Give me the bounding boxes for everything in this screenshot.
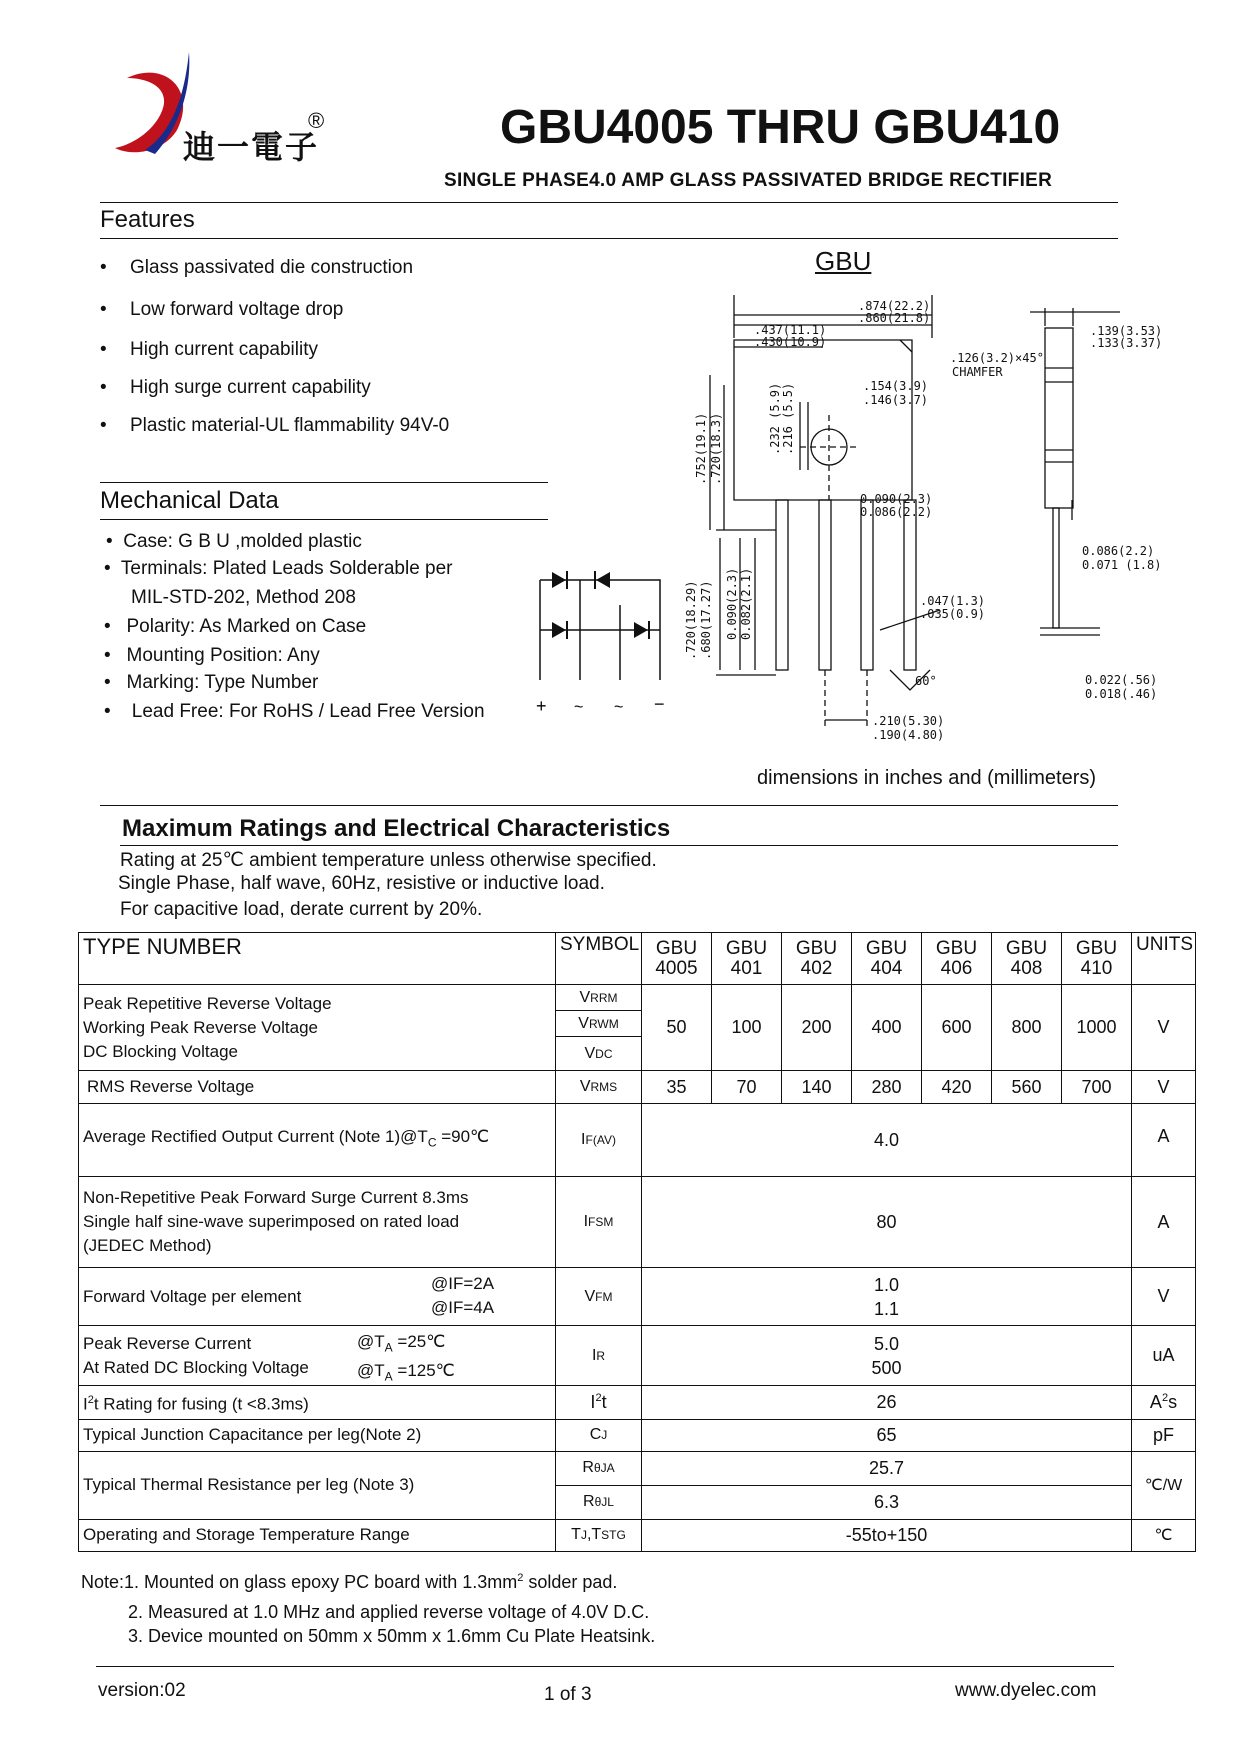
- dim-text: CHAMFER: [952, 365, 1003, 379]
- dim-text: 0.090(2.3): [860, 492, 933, 506]
- header-model: GBU 410: [1062, 933, 1132, 985]
- dim-text: .047(1.3): [920, 594, 986, 608]
- lead: [861, 500, 873, 670]
- symbol-cell: VRMS: [556, 1071, 642, 1104]
- dim-text: 0.071 (1.8): [1082, 558, 1162, 572]
- package-label: GBU: [815, 246, 872, 276]
- rating-condition: Rating at 25℃ ambient temperature unless otherwise specified.: [120, 850, 657, 871]
- dim-text: .752(19.1): [694, 412, 708, 485]
- dim-text: .154(3.9): [863, 379, 929, 393]
- symbol-cell: $I^2t$: [556, 1386, 642, 1420]
- value-cell: 200: [782, 985, 852, 1071]
- features-heading: Features: [100, 206, 195, 233]
- dim-text: .437(11.1): [754, 323, 827, 337]
- dim-text: .680(17.27): [699, 580, 713, 660]
- dim-text: .035(0.9): [920, 607, 986, 621]
- diode-icon: [596, 572, 610, 588]
- symbol-cell: RθJA: [556, 1451, 642, 1485]
- title-divider: [100, 202, 1118, 203]
- dim-text: .860(21.8): [858, 311, 931, 325]
- footer-page-number: 1 of 3: [544, 1684, 592, 1705]
- page-subtitle: SINGLE PHASE4.0 AMP GLASS PASSIVATED BRIDGE RECTIFIER: [444, 170, 1053, 191]
- rating-condition: Single Phase, half wave, 60Hz, resistive or inductive load.: [118, 873, 605, 894]
- symbol-cell: IF(AV): [556, 1104, 642, 1177]
- lead: [776, 500, 788, 670]
- dim-text: .133(3.37): [1090, 336, 1163, 350]
- ratings-heading: Maximum Ratings and Electrical Characteristics: [122, 815, 671, 842]
- param-cell: Forward Voltage per element @IF=2A @IF=4A: [79, 1268, 556, 1326]
- list-item: • Terminals: Plated Leads Solderable per: [104, 558, 453, 579]
- bridge-schematic: [530, 560, 680, 720]
- list-item: • Polarity: As Marked on Case: [104, 616, 367, 637]
- pin-label-minus: −: [654, 694, 665, 714]
- package-body: [734, 340, 912, 500]
- dim-text: .126(3.2)×45°: [950, 351, 1044, 365]
- value-cell: 420: [922, 1071, 992, 1104]
- unit-cell: A: [1132, 1104, 1196, 1177]
- value-cell: 70: [712, 1071, 782, 1104]
- pin-label-ac1: ~: [574, 699, 584, 716]
- list-item: • Case: G B U ,molded plastic: [106, 531, 362, 552]
- param-cell: Operating and Storage Temperature Range: [79, 1519, 556, 1551]
- list-item: MIL-STD-202, Method 208: [131, 587, 356, 608]
- dim-text: .139(3.53): [1090, 324, 1163, 338]
- table-row: [79, 1071, 1196, 1104]
- note-3: 3. Device mounted on 50mm x 50mm x 1.6mm Cu Plate Heatsink.: [128, 1626, 656, 1646]
- footer-version: version:02: [98, 1680, 186, 1701]
- package-side-view: [1045, 328, 1073, 508]
- param-cell: $I^2t$ Rating for fusing (t <8.3ms): [79, 1386, 556, 1420]
- dim-text: .874(22.2): [858, 299, 931, 313]
- header-model: GBU 406: [922, 933, 992, 985]
- diode-icon: [552, 572, 566, 588]
- rating-condition: For capacitive load, derate current by 20%.: [120, 899, 483, 920]
- title-text: GBU4005 THRU GBU410: [500, 101, 1061, 154]
- unit-cell: V: [1132, 985, 1196, 1071]
- dim-text: 0.086(2.2): [1082, 544, 1155, 558]
- side-lead: [1053, 508, 1059, 628]
- table-row: [79, 1519, 1196, 1551]
- header-model: GBU 401: [712, 933, 782, 985]
- dim-text: .146(3.7): [863, 393, 929, 407]
- table-row: [79, 1451, 1196, 1485]
- table-row: [79, 1386, 1196, 1420]
- value-cell: 1.0 1.1: [642, 1268, 1132, 1326]
- header-model: GBU 402: [782, 933, 852, 985]
- list-item: • Mounting Position: Any: [104, 645, 320, 666]
- value-cell: 600: [922, 985, 992, 1071]
- dim-text: 0.090(2.3): [725, 567, 739, 640]
- header-type-number: TYPE NUMBER: [79, 933, 556, 985]
- note-1: Note:1. Mounted on glass epoxy PC board with $1.3mm^2$ solder pad.: [81, 1572, 618, 1592]
- dimensions-note: dimensions in inches and (millimeters): [757, 767, 1097, 789]
- logo-d-mark: [115, 73, 183, 153]
- unit-cell: ℃: [1132, 1519, 1196, 1551]
- mechanical-heading: Mechanical Data: [100, 487, 279, 514]
- diode-icon: [552, 622, 566, 638]
- mech-divider: [100, 519, 548, 520]
- unit-cell: pF: [1132, 1419, 1196, 1451]
- lead: [819, 500, 831, 670]
- unit-cell: uA: [1132, 1326, 1196, 1386]
- dim-text: .190(4.80): [872, 728, 945, 742]
- unit-cell: V: [1132, 1071, 1196, 1104]
- table-row: [79, 1326, 1196, 1386]
- value-cell: 100: [712, 985, 782, 1071]
- table-row: [79, 1419, 1196, 1451]
- value-cell: 800: [992, 985, 1062, 1071]
- table-header-row: [79, 933, 1196, 985]
- list-item: • Marking: Type Number: [104, 672, 319, 693]
- pin-label-plus: +: [536, 696, 547, 716]
- table-row: [79, 985, 1196, 1011]
- features-divider: [100, 238, 1118, 239]
- value-cell: 26: [642, 1386, 1132, 1420]
- ratings-top-divider: [100, 805, 1118, 806]
- footer-website-link[interactable]: www.dyelec.com: [955, 1680, 1097, 1701]
- value-cell: 560: [992, 1071, 1062, 1104]
- table-row: [79, 1177, 1196, 1268]
- value-cell: 25.7: [642, 1451, 1132, 1485]
- value-cell: 80: [642, 1177, 1132, 1268]
- table-row: [79, 1104, 1196, 1177]
- unit-cell: V: [1132, 1268, 1196, 1326]
- unit-cell: $A^2s$: [1132, 1386, 1196, 1420]
- value-cell: 1000: [1062, 985, 1132, 1071]
- unit-cell: ℃/W: [1132, 1451, 1196, 1519]
- value-cell: 140: [782, 1071, 852, 1104]
- param-cell: Peak Reverse Current At Rated DC Blocking Voltage $@T_A$ =25℃ $@T_A$ =125℃: [79, 1326, 556, 1386]
- list-item: • Lead Free: For RoHS / Lead Free Version: [104, 701, 485, 722]
- symbol-cell: VFM: [556, 1268, 642, 1326]
- footer-divider: [96, 1666, 1114, 1667]
- note-2: 2. Measured at 1.0 MHz and applied reverse voltage of 4.0V D.C.: [128, 1602, 650, 1622]
- dim-text: .720(18.29): [684, 580, 698, 660]
- dim-text: .210(5.30): [872, 714, 945, 728]
- param-cell: Average Rectified Output Current (Note $1)@T_C$ =90℃: [79, 1104, 556, 1177]
- param-cell: RMS Reverse Voltage: [79, 1071, 556, 1104]
- value-cell: 700: [1062, 1071, 1132, 1104]
- value-cell: 280: [852, 1071, 922, 1104]
- param-cell: Peak Repetitive Reverse Voltage Working Peak Reverse Voltage DC Blocking Voltage: [79, 985, 556, 1071]
- header-model: GBU 4005: [642, 933, 712, 985]
- dim-text: .430(10.9): [754, 335, 827, 349]
- param-cell: Typical Thermal Resistance per leg (Note 3): [79, 1451, 556, 1519]
- header-symbol: SYMBOL: [556, 933, 642, 985]
- table-row: [79, 1268, 1196, 1326]
- logo-text: 迪一電子: [183, 129, 320, 165]
- value-cell: 4.0: [642, 1104, 1132, 1177]
- unit-cell: A: [1132, 1177, 1196, 1268]
- pin-label-ac2: ~: [614, 699, 624, 716]
- dim-text: 0.022(.56): [1085, 673, 1158, 687]
- diode-icon: [634, 622, 648, 638]
- symbol-cell: VDC: [556, 1037, 642, 1071]
- registered-mark: ®: [308, 108, 325, 133]
- dim-text: 0.082(2.1): [739, 567, 753, 640]
- dim-text: 0.086(2.2): [860, 505, 933, 519]
- symbol-cell: CJ: [556, 1419, 642, 1451]
- symbol-cell: VRWM: [556, 1011, 642, 1037]
- value-cell: 6.3: [642, 1485, 1132, 1519]
- symbol-cell: IFSM: [556, 1177, 642, 1268]
- param-cell: Non-Repetitive Peak Forward Surge Current 8.3ms Single half sine-wave superimposed on rated load (JEDEC Method): [79, 1177, 556, 1268]
- package-drawing: [680, 290, 1210, 760]
- symbol-cell: TJ,TSTG: [556, 1519, 642, 1551]
- lead: [904, 500, 916, 670]
- dim-text: .232 (5.9): [768, 382, 782, 455]
- ratings-divider: [120, 845, 1118, 846]
- symbol-cell: VRRM: [556, 985, 642, 1011]
- dim-text: 60°: [915, 674, 937, 688]
- value-cell: 65: [642, 1419, 1132, 1451]
- dim-text: .216 (5.5): [781, 382, 795, 455]
- value-cell: 5.0 500: [642, 1326, 1132, 1386]
- header-model: GBU 404: [852, 933, 922, 985]
- param-cell: Typical Junction Capacitance per leg(Note 2): [79, 1419, 556, 1451]
- value-cell: -55to+150: [642, 1519, 1132, 1551]
- dim-text: 0.018(.46): [1085, 687, 1158, 701]
- header-units: UNITS: [1132, 933, 1196, 985]
- value-cell: 50: [642, 985, 712, 1071]
- ratings-table: [78, 932, 1196, 1552]
- value-cell: 35: [642, 1071, 712, 1104]
- symbol-cell: RθJL: [556, 1485, 642, 1519]
- value-cell: 400: [852, 985, 922, 1071]
- header-model: GBU 408: [992, 933, 1062, 985]
- symbol-cell: IR: [556, 1326, 642, 1386]
- mech-top-divider: [100, 482, 548, 483]
- dim-text: .720(18.3): [709, 412, 723, 485]
